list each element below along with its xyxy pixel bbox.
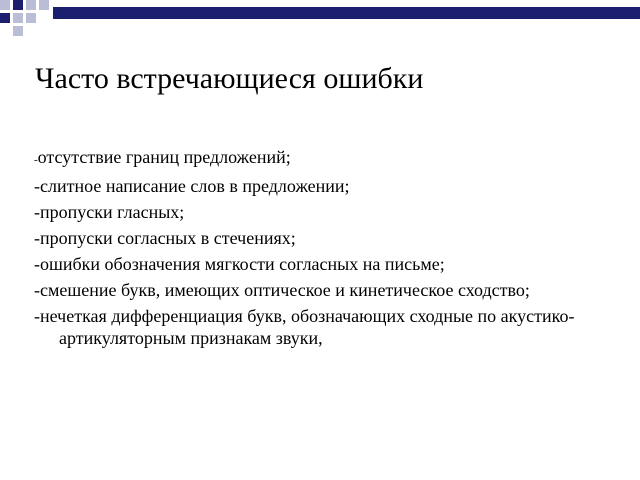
list-item <box>34 305 614 349</box>
item-text: смешение букв, имеющих оптическое и кинетическое сходство; <box>40 280 530 300</box>
item-text: слитное написание слов в предложении; <box>40 176 350 196</box>
item-dash: - <box>34 176 40 196</box>
item-text: пропуски согласных в стечениях; <box>40 228 296 248</box>
deco-square <box>13 0 23 10</box>
deco-square <box>13 13 23 23</box>
item-text: пропуски гласных; <box>40 202 185 222</box>
slide-title: Часто встречающиеся ошибки <box>35 62 424 95</box>
header-bar <box>53 7 640 19</box>
item-text: ошибки обозначения мягкости согласных на письме; <box>40 254 445 274</box>
deco-square <box>26 0 36 10</box>
error-list <box>34 146 614 353</box>
item-dash: - <box>34 254 40 274</box>
list-item <box>34 175 614 197</box>
item-dash: - <box>34 202 40 222</box>
deco-square <box>13 26 23 36</box>
item-dash: - <box>34 228 40 248</box>
item-text: отсутствие границ предложений; <box>37 147 291 167</box>
list-item <box>34 201 614 223</box>
deco-square <box>39 0 49 10</box>
item-dash: - <box>34 306 40 326</box>
list-item <box>34 146 614 171</box>
decorative-squares <box>0 0 50 40</box>
deco-square <box>26 13 36 23</box>
item-text: нечеткая дифференциация букв, обозначающих сходные по акустико-артикуляторным признакам звуки, <box>40 306 575 348</box>
deco-square <box>0 13 10 23</box>
list-item <box>34 279 614 301</box>
list-item <box>34 253 614 275</box>
deco-square <box>0 0 10 10</box>
item-dash: - <box>34 280 40 300</box>
list-item <box>34 227 614 249</box>
item-dash: - <box>34 154 38 166</box>
